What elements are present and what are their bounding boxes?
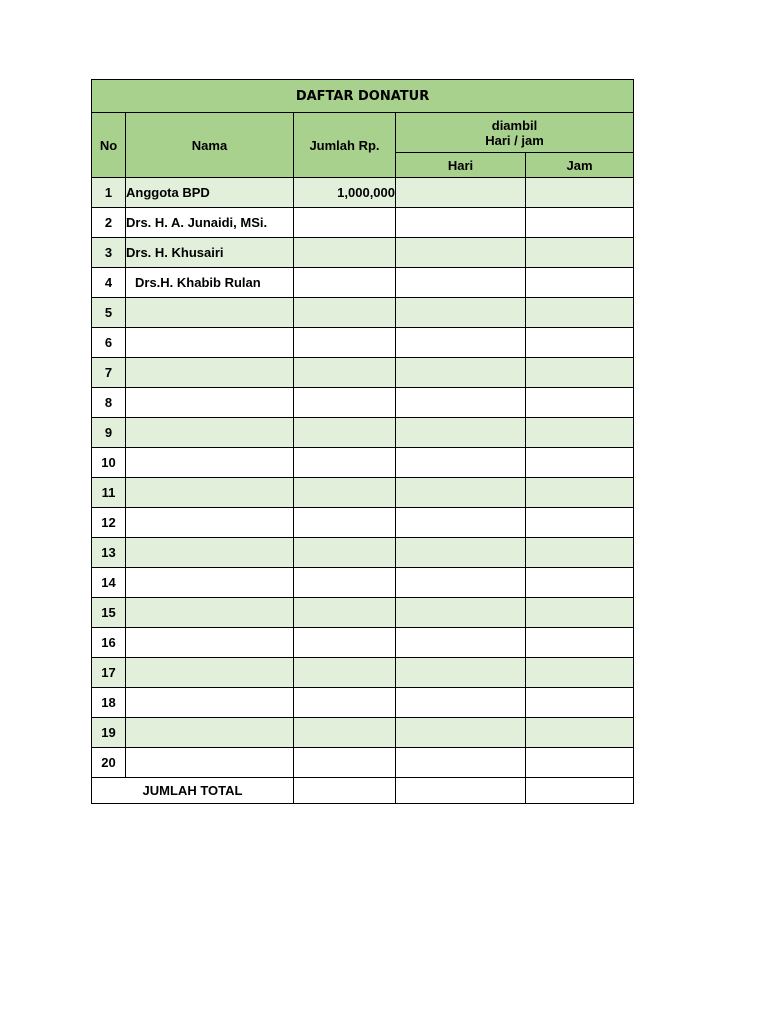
row-hari-cell [396,598,526,628]
row-no-cell: 19 [92,718,126,748]
row-jumlah-cell [294,568,396,598]
row-no-cell: 6 [92,328,126,358]
header-jumlah: Jumlah Rp. [294,113,396,178]
row-jam-cell [526,658,634,688]
row-jam-cell [526,508,634,538]
row-nama-cell [126,598,294,628]
row-jumlah-cell [294,268,396,298]
row-no-cell: 7 [92,358,126,388]
row-nama-cell [126,298,294,328]
table-row [92,388,634,418]
table-row [92,508,634,538]
row-jumlah-cell [294,658,396,688]
row-jumlah-cell [294,238,396,268]
row-jam-cell [526,598,634,628]
row-hari-cell [396,628,526,658]
row-hari-cell [396,478,526,508]
row-no-cell: 17 [92,658,126,688]
row-no-cell: 12 [92,508,126,538]
row-jumlah-cell [294,628,396,658]
row-hari-cell [396,388,526,418]
row-nama-cell [126,328,294,358]
row-jumlah-cell [294,418,396,448]
row-no-cell: 9 [92,418,126,448]
row-nama-cell [126,358,294,388]
row-jam-cell [526,268,634,298]
row-jumlah-cell [294,688,396,718]
table-row [92,628,634,658]
row-hari-cell [396,568,526,598]
row-jumlah-cell [294,358,396,388]
row-nama-cell [126,688,294,718]
donor-table [91,79,634,804]
row-jam-cell [526,688,634,718]
table-row [92,478,634,508]
row-jam-cell [526,208,634,238]
row-jam-cell [526,298,634,328]
row-no-cell: 3 [92,238,126,268]
table-row [92,568,634,598]
row-jam-cell [526,418,634,448]
table-row [92,358,634,388]
row-nama-cell: Drs.H. Khabib Rulan [126,268,294,298]
row-jam-cell [526,718,634,748]
row-nama-cell [126,718,294,748]
row-nama-cell [126,568,294,598]
table-row [92,598,634,628]
table-row [92,418,634,448]
row-jam-cell [526,328,634,358]
row-jumlah-cell [294,538,396,568]
row-nama-cell: Anggota BPD [126,178,294,208]
row-nama-cell [126,748,294,778]
row-jumlah-cell [294,208,396,238]
row-nama-cell [126,538,294,568]
table-row [92,238,634,268]
table-title: DAFTAR DONATUR [92,80,634,113]
row-jumlah-cell [294,478,396,508]
header-jam: Jam [526,153,634,178]
header-no: No [92,113,126,178]
row-nama-cell [126,628,294,658]
row-no-cell: 14 [92,568,126,598]
row-hari-cell [396,688,526,718]
row-jumlah-cell: 1,000,000 [294,178,396,208]
row-nama-cell: Drs. H. A. Junaidi, MSi. [126,208,294,238]
row-jumlah-cell [294,328,396,358]
table-row [92,448,634,478]
total-jumlah-cell [294,778,396,804]
table-row [92,208,634,238]
row-jumlah-cell [294,388,396,418]
row-nama-cell [126,658,294,688]
row-jumlah-cell [294,598,396,628]
table-row [92,748,634,778]
table-row [92,718,634,748]
row-jumlah-cell [294,508,396,538]
row-no-cell: 15 [92,598,126,628]
header-diambil [396,113,634,153]
row-jam-cell [526,358,634,388]
row-hari-cell [396,238,526,268]
header-hari: Hari [396,153,526,178]
row-jam-cell [526,628,634,658]
row-jumlah-cell [294,448,396,478]
row-hari-cell [396,268,526,298]
row-no-cell: 13 [92,538,126,568]
row-no-cell: 4 [92,268,126,298]
table-row [92,328,634,358]
row-no-cell: 18 [92,688,126,718]
total-row [92,778,634,804]
header-diambil-line1: diambil [491,117,538,133]
row-hari-cell [396,298,526,328]
row-jam-cell [526,178,634,208]
row-hari-cell [396,448,526,478]
row-no-cell: 11 [92,478,126,508]
row-hari-cell [396,358,526,388]
row-nama-cell: Drs. H. Khusairi [126,238,294,268]
row-jam-cell [526,538,634,568]
row-nama-cell [126,388,294,418]
row-no-cell: 2 [92,208,126,238]
table-row [92,268,634,298]
header-nama: Nama [126,113,294,178]
table-row [92,688,634,718]
row-no-cell: 10 [92,448,126,478]
row-jam-cell [526,478,634,508]
row-jam-cell [526,238,634,268]
row-nama-cell [126,418,294,448]
row-hari-cell [396,418,526,448]
row-hari-cell [396,178,526,208]
row-hari-cell [396,658,526,688]
row-jam-cell [526,568,634,598]
row-hari-cell [396,718,526,748]
table-row [92,658,634,688]
row-hari-cell [396,208,526,238]
table-row [92,538,634,568]
header-diambil-line2: Hari / jam [485,132,544,148]
total-hari-cell [396,778,526,804]
row-no-cell: 1 [92,178,126,208]
row-hari-cell [396,538,526,568]
row-nama-cell [126,478,294,508]
row-jam-cell [526,448,634,478]
row-no-cell: 16 [92,628,126,658]
row-jumlah-cell [294,718,396,748]
row-jam-cell [526,388,634,418]
row-hari-cell [396,328,526,358]
table-row [92,298,634,328]
row-jam-cell [526,748,634,778]
row-jumlah-cell [294,298,396,328]
row-hari-cell [396,748,526,778]
row-hari-cell [396,508,526,538]
row-no-cell: 5 [92,298,126,328]
row-nama-cell [126,448,294,478]
row-nama-cell [126,508,294,538]
row-no-cell: 20 [92,748,126,778]
total-label: JUMLAH TOTAL [92,778,294,804]
total-jam-cell [526,778,634,804]
row-no-cell: 8 [92,388,126,418]
table-row [92,178,634,208]
row-jumlah-cell [294,748,396,778]
